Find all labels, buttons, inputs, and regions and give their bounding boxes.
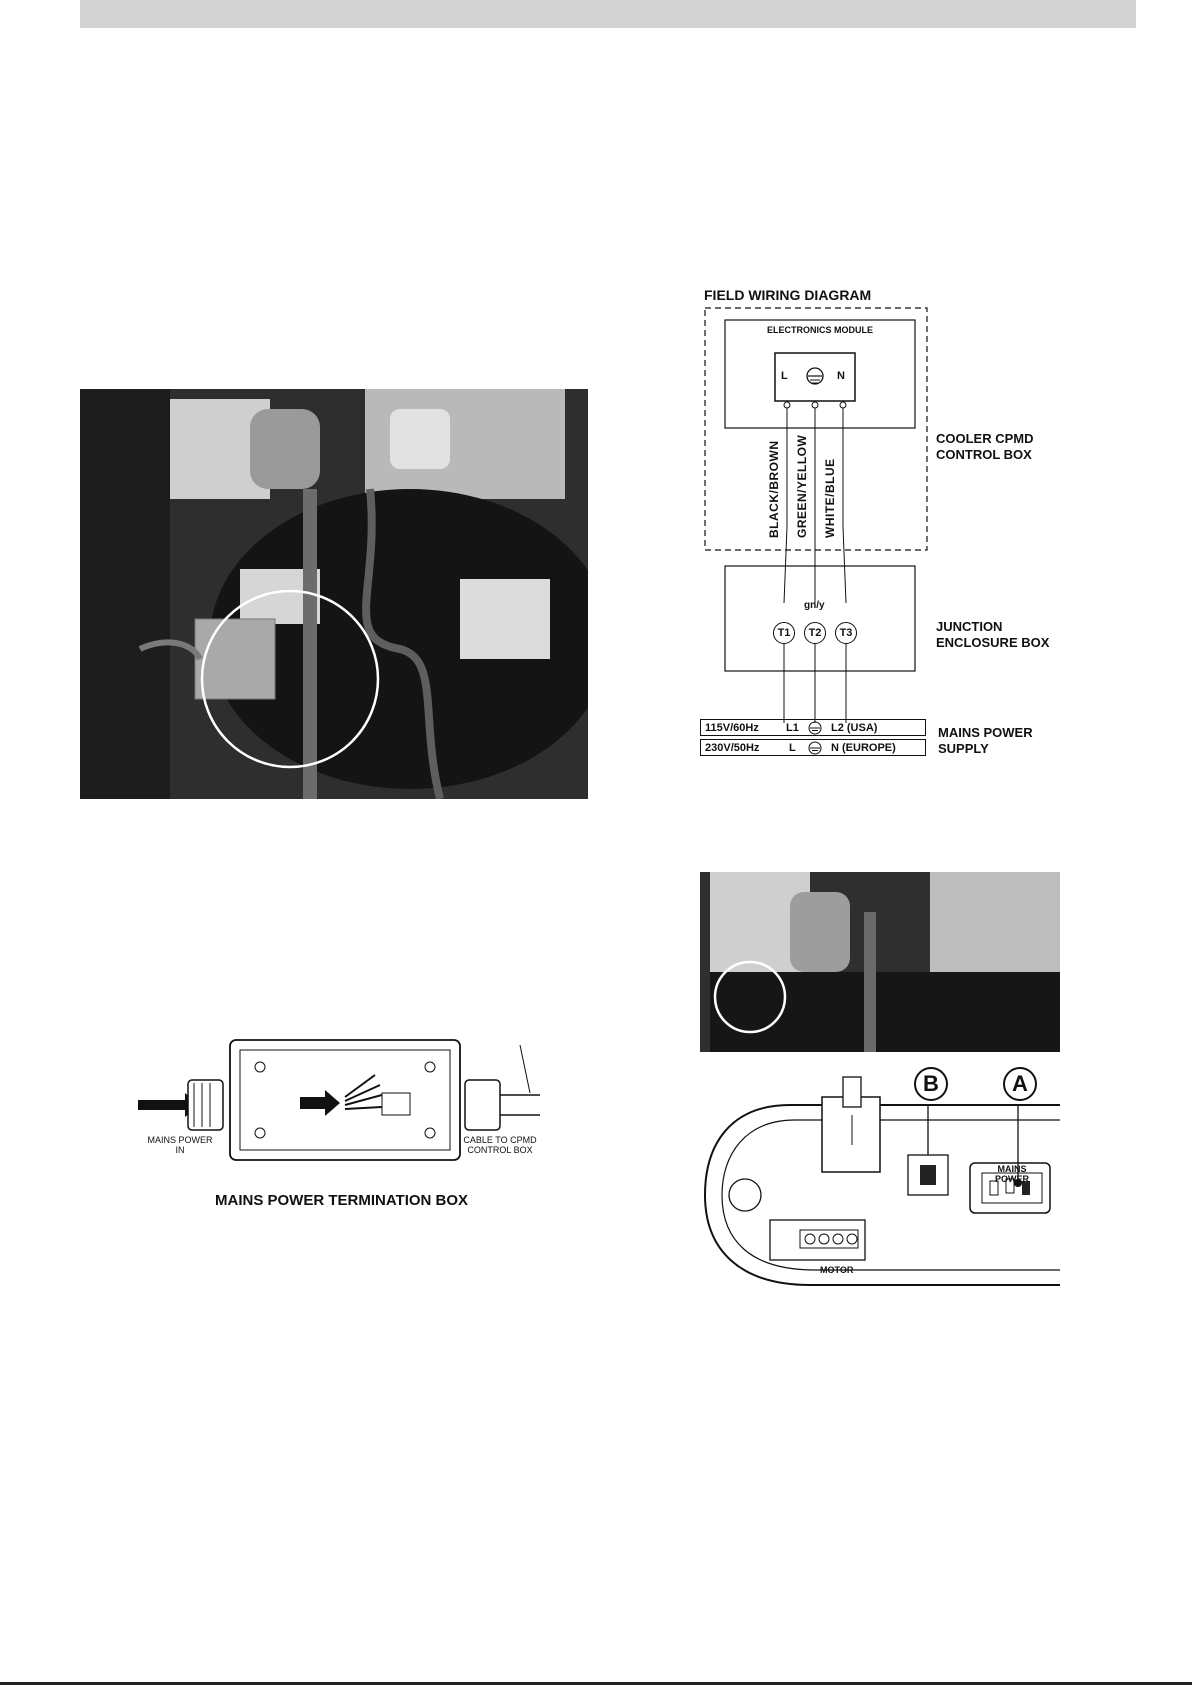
ground-icon xyxy=(808,721,822,741)
marker-b-circle xyxy=(914,1067,948,1101)
cooler-interior-drawing xyxy=(80,389,588,799)
wiring-lines xyxy=(700,303,960,783)
supply-line-usa: L1 xyxy=(786,722,799,734)
header-bar xyxy=(80,0,1136,28)
field-wiring-diagram xyxy=(700,283,1100,783)
marker-a-circle xyxy=(1003,1067,1037,1101)
wire-label-black-brown: BLACK/BROWN xyxy=(767,440,781,538)
marker-b: B xyxy=(923,1071,939,1096)
supply-voltage-europe: 230V/50Hz xyxy=(705,742,760,754)
supply-voltage-usa: 115V/60Hz xyxy=(705,722,759,734)
wire-label-green-yellow: GREEN/YELLOW xyxy=(795,434,809,538)
motor-label: MOTOR xyxy=(820,1265,854,1275)
control-board-diagram xyxy=(700,1071,1060,1315)
mains-supply-label: MAINS POWER SUPPLY xyxy=(938,725,1033,756)
termination-box-diagram xyxy=(130,1035,550,1215)
terminal-t3: T3 xyxy=(835,622,857,644)
termination-box-title: MAINS POWER TERMINATION BOX xyxy=(215,1192,469,1209)
terminal-t2: T2 xyxy=(804,622,826,644)
control-box-label: COOLER CPMD CONTROL BOX xyxy=(936,431,1034,462)
control-board-outline xyxy=(700,1075,1060,1315)
terminal-t1: T1 xyxy=(773,622,795,644)
junction-box-label: JUNCTION ENCLOSURE BOX xyxy=(936,619,1050,650)
supply-neutral-europe: N (EUROPE) xyxy=(831,742,896,754)
supply-neutral-usa: L2 (USA) xyxy=(831,722,878,734)
pin-l: L xyxy=(781,370,788,382)
pin-n: N xyxy=(837,370,845,382)
cooler-interior-photo xyxy=(80,389,588,799)
supply-row-usa xyxy=(700,719,926,736)
diagram-title: FIELD WIRING DIAGRAM xyxy=(704,287,872,303)
mains-power-label: MAINS POWER xyxy=(994,1164,1029,1184)
mains-in-label: MAINS POWER IN xyxy=(147,1135,213,1155)
gn-y-label: gn/y xyxy=(804,600,825,611)
cable-out-label: CABLE TO CPMD CONTROL BOX xyxy=(463,1135,537,1155)
control-box-photo xyxy=(700,872,1060,1052)
electronics-module-label: ELECTRONICS MODULE xyxy=(766,325,873,335)
supply-row-europe xyxy=(700,739,926,756)
marker-a: A xyxy=(1012,1071,1028,1096)
wire-label-white-blue: WHITE/BLUE xyxy=(823,458,837,538)
supply-line-europe: L xyxy=(789,742,796,754)
ground-icon xyxy=(808,741,822,761)
control-box-drawing xyxy=(700,872,1060,1052)
